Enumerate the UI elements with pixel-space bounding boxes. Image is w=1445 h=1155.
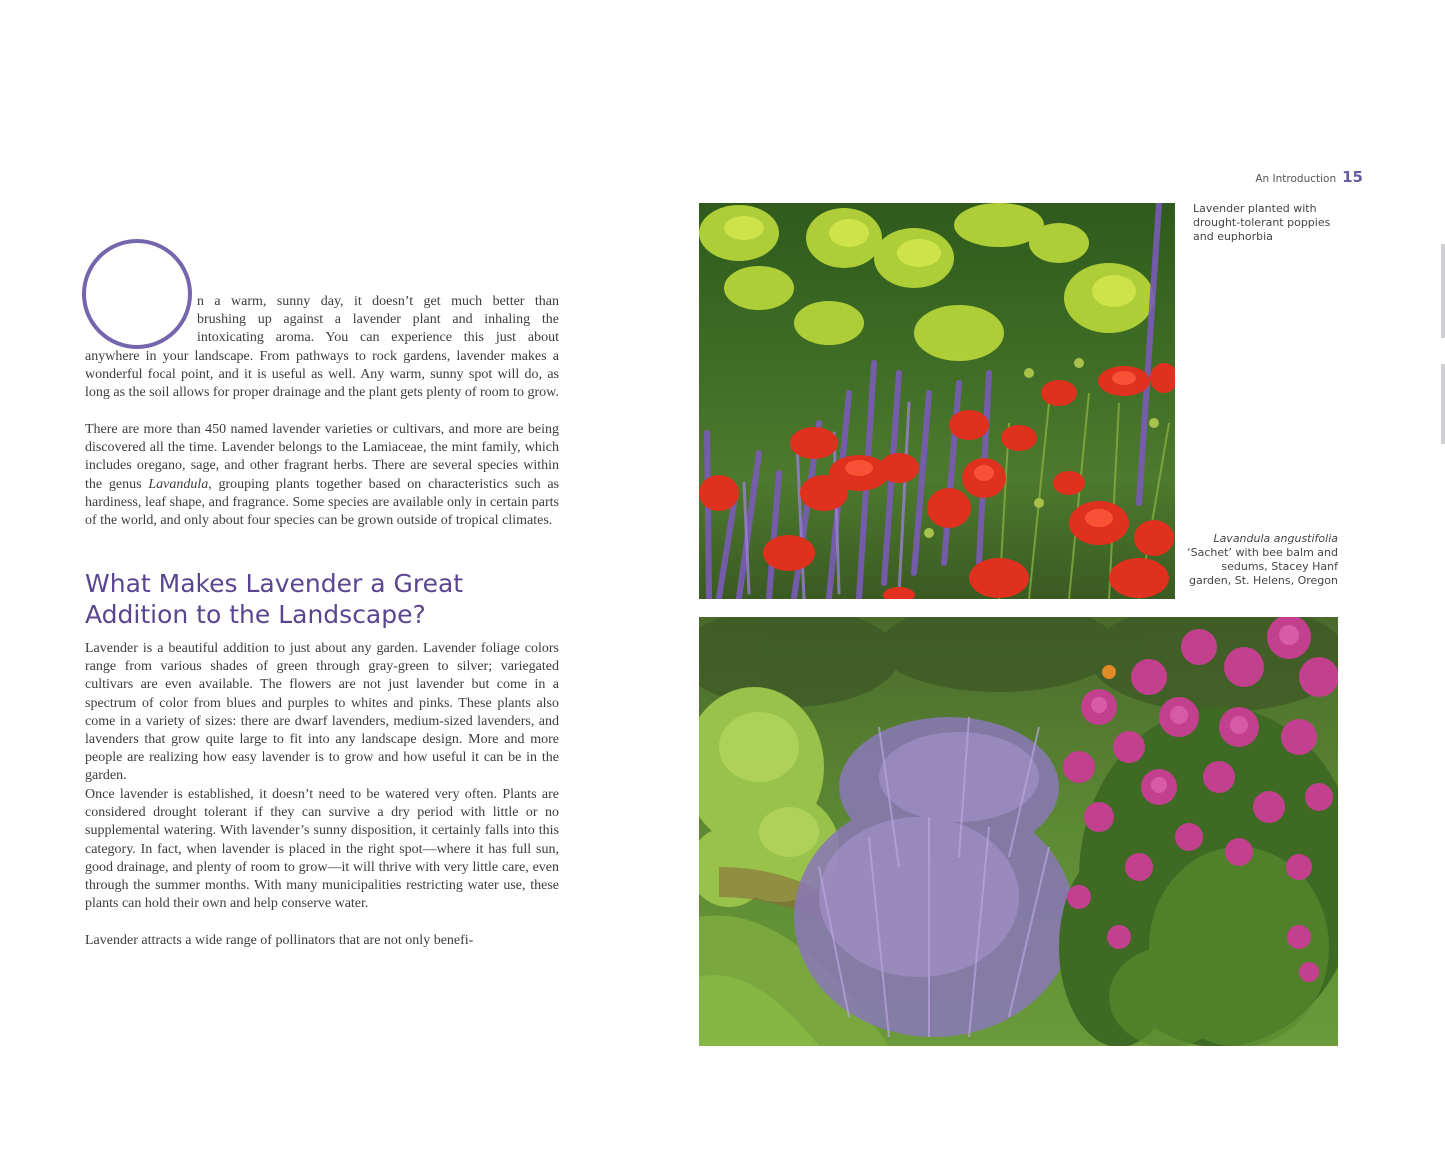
- intro-lead-line-3: intoxicating aroma. You can experience this just about: [197, 330, 559, 346]
- intro-lead-line-1: n a warm, sunny day, it doesn’t get much better than: [197, 294, 559, 309]
- drop-cap-o-ring: [82, 239, 192, 349]
- caption-species-name: Lavandula angustifolia: [1213, 532, 1338, 545]
- adjacent-page-edge-top: [1441, 244, 1445, 338]
- adjacent-page-edge-bottom: [1441, 364, 1445, 444]
- intro-continuation: anywhere in your landscape. From pathways to rock gardens, lavender makes a wonderful focal point, and it is useful as well. Any warm, sunny spot will do, as long as the soil allows for proper drainage and the plant gets plenty of room to grow.: [85, 349, 559, 401]
- intro-p2-text-b: , grouping plants together based on characteristics such as hardiness, leaf shape, and fragrance. Some species are available only in certain parts of the world, and only about four species can be grown outside of tropical climates.: [85, 476, 560, 529]
- caption-bottom-text: ‘Sachet’ with bee balm and sedums, Stacey Hanf garden, St. Helens, Oregon: [1187, 546, 1338, 587]
- section-paragraph-2: Once lavender is established, it doesn’t need to be watered very often. Plants are considered drought tolerant if they can survive a dry period with little or no supplemental watering. With lavender’s sunny disposition, it certainly falls into this category. In fact, when lavender is placed in the right spot—where it has full sun, good drainage, and plenty of room to grow—it will thrive with very little care, even through the summer months. With many municipalities restricting water use, these plants can hold their own and help conserve water.: [85, 787, 559, 912]
- caption-bottom-photo: [1185, 532, 1338, 588]
- intro-p2-text-a: There are more than 450 named lavender varieties or cultivars, and more are being discovered all the time. Lavender belongs to the Lamiaceae, the mint family, which includes oregano, sage, and other fragrant herbs. There are several species within the genus: [85, 422, 559, 492]
- photo-lavender-poppies: [699, 203, 1175, 599]
- photo-lavender-bee-balm: [699, 617, 1338, 1046]
- intro-paragraph-2: [85, 421, 559, 530]
- section-heading: [85, 568, 559, 630]
- section-paragraph-1: Lavender is a beautiful addition to just about any garden. Lavender foliage colors range from various shades of green through gray-green to silver; variegated cultivars are even available. The flowers are not just lavender but come in a spectrum of color from blues and purples to whites and pinks. These plants also come in a variety of sizes: there are dwarf lavenders, medium-sized lavenders, and lavenders that grow quite large to fit into any landscape design. More and more people are realizing how easy lavender is to grow and how useful it can be in the garden.: [85, 641, 559, 784]
- intro-lead-lines: [197, 293, 559, 348]
- section-heading-line-2: Addition to the Landscape?: [85, 600, 426, 629]
- running-header: [1200, 168, 1363, 187]
- section-heading-line-1: What Makes Lavender a Great: [85, 569, 464, 598]
- genus-name: Lavandula: [148, 476, 209, 492]
- section-paragraph-3: Lavender attracts a wide range of pollinators that are not only benefi-: [85, 933, 474, 948]
- caption-top-photo: Lavender planted with drought-tolerant poppies and euphorbia: [1193, 202, 1331, 243]
- page-number: 15: [1342, 168, 1363, 186]
- running-header-title: An Introduction: [1255, 173, 1337, 185]
- intro-lead-line-2: brushing up against a lavender plant and inhaling the: [197, 312, 559, 328]
